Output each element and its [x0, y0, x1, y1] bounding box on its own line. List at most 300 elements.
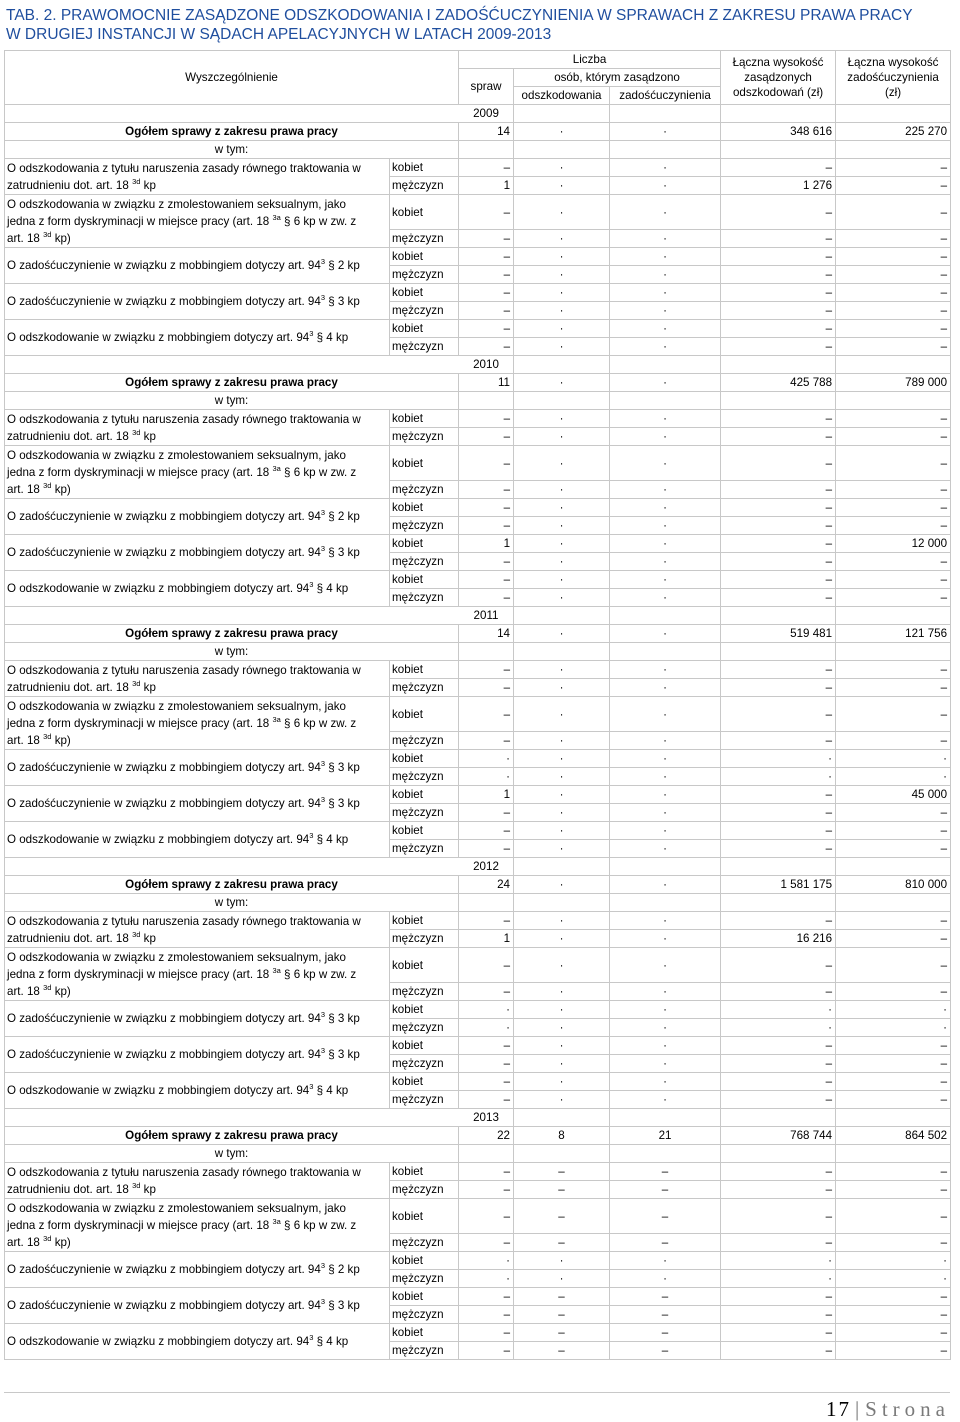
total-value-2: · [610, 374, 721, 392]
cat2-sup: 3a [272, 1216, 281, 1226]
cat4-women-value-1: · [514, 535, 610, 553]
cat1-women-value-3: – [721, 1163, 836, 1181]
cat1-women-row [5, 159, 951, 177]
cat4-men-value-4: – [836, 804, 951, 822]
cat5-men-value-3: – [721, 840, 836, 858]
of-which-label: w tym: [5, 894, 459, 912]
total-value-2: 21 [610, 1127, 721, 1145]
cat5-description [5, 822, 390, 858]
cat4-women-value-4: 45 000 [836, 786, 951, 804]
gender-men: mężczyzn [390, 517, 459, 535]
total-row [5, 876, 951, 894]
cat3-men-value-2: · [610, 266, 721, 284]
cat3-men-value-3: – [721, 517, 836, 535]
cat1-women-value-0: – [459, 410, 514, 428]
cat4-women-value-0: – [459, 1037, 514, 1055]
cat4-men-value-0: – [459, 302, 514, 320]
cat2-men-value-0: – [459, 230, 514, 248]
year-row [5, 607, 951, 625]
cat2-men-value-4: – [836, 230, 951, 248]
cat1-men-value-1: · [514, 428, 610, 446]
cat1-women-value-1: · [514, 912, 610, 930]
cat3-women-row [5, 248, 951, 266]
cat2-sup: 3a [272, 965, 281, 975]
cat5-paragraph: § 4 kp [316, 582, 349, 595]
cat4-women-value-0: 1 [459, 535, 514, 553]
cat3-men-value-0: – [459, 517, 514, 535]
cat2-line2a: jedna z form dyskryminacji w miejsce pracy (art. 18 [7, 465, 270, 479]
cat2-men-value-2: · [610, 732, 721, 750]
empty-cell [514, 141, 610, 159]
total-row [5, 123, 951, 141]
cat4-description [5, 786, 390, 822]
cat5-text: O odszkodowanie w związku z mobbingiem dotyczy art. 94 [7, 331, 310, 344]
cat1-line1: O odszkodowania z tytułu naruszenia zasady równego traktowania w [7, 412, 361, 426]
of-which-row [5, 894, 951, 912]
cat2-women-value-4: – [836, 195, 951, 230]
cat2-men-value-3: – [721, 1234, 836, 1252]
cat5-men-value-0: – [459, 1342, 514, 1360]
cat1-women-row [5, 912, 951, 930]
cat2-line2a: jedna z form dyskryminacji w miejsce pracy (art. 18 [7, 1218, 270, 1232]
cat4-women-value-1: · [514, 786, 610, 804]
cat3-women-value-1: · [514, 248, 610, 266]
cat5-women-value-2: – [610, 1324, 721, 1342]
title-line-2: W DRUGIEJ INSTANCJI W SĄDACH APELACYJNYCH W LATACH 2009-2013 [6, 26, 552, 43]
cat5-women-value-0: – [459, 320, 514, 338]
cat3-men-value-4: – [836, 517, 951, 535]
total-value-1: · [514, 625, 610, 643]
cat2-line2a: jedna z form dyskryminacji w miejsce pracy (art. 18 [7, 967, 270, 981]
empty-cell [459, 141, 514, 159]
cat2-men-value-3: – [721, 481, 836, 499]
cat4-men-value-2: – [610, 1306, 721, 1324]
cat3-women-value-0: · [459, 750, 514, 768]
year-spacer [5, 858, 459, 876]
cat3-women-value-2: · [610, 248, 721, 266]
cat4-men-value-1: – [514, 1306, 610, 1324]
year-empty-cell [836, 858, 951, 876]
cat5-women-value-2: · [610, 320, 721, 338]
cat2-sup: 3a [272, 212, 281, 222]
cat4-women-value-1: – [514, 1288, 610, 1306]
cat5-men-value-2: – [610, 1342, 721, 1360]
cat2-men-value-4: – [836, 1234, 951, 1252]
empty-cell [836, 141, 951, 159]
total-value-0: 11 [459, 374, 514, 392]
cat3-sup: 3 [320, 1010, 325, 1020]
cat3-women-value-4: · [836, 750, 951, 768]
cat3-women-value-0: · [459, 1252, 514, 1270]
cat1-line2b: kp [143, 931, 156, 945]
cat3-sup: 3 [320, 759, 325, 769]
total-value-1: · [514, 123, 610, 141]
cat1-line2a: zatrudnieniu dot. art. 18 [7, 1182, 129, 1196]
cat2-line3a: art. 18 [7, 1235, 40, 1249]
cat3-text: O zadośćuczynienie w związku z mobbingiem dotyczy art. 94 [7, 1263, 321, 1276]
cat1-women-value-4: – [836, 159, 951, 177]
cat5-paragraph: § 4 kp [316, 1084, 349, 1097]
year-row [5, 1109, 951, 1127]
cat4-women-value-1: · [514, 284, 610, 302]
cat4-sup: 3 [320, 795, 325, 805]
year-spacer [5, 356, 459, 374]
year-empty-cell [514, 356, 610, 374]
cat3-women-value-2: · [610, 499, 721, 517]
cat2-women-row [5, 697, 951, 732]
cat4-women-row [5, 535, 951, 553]
cat1-women-value-4: – [836, 912, 951, 930]
cat2-women-row [5, 195, 951, 230]
cat1-description [5, 1163, 390, 1199]
cat1-men-value-2: · [610, 177, 721, 195]
empty-cell [610, 392, 721, 410]
cat2-women-value-0: – [459, 948, 514, 983]
cat1-men-value-1: · [514, 177, 610, 195]
cat4-women-value-3: – [721, 535, 836, 553]
cat4-women-value-4: – [836, 1288, 951, 1306]
cat2-line3b: kp) [54, 1235, 71, 1249]
cat1-women-row [5, 1163, 951, 1181]
cat1-women-value-3: – [721, 912, 836, 930]
cat2-women-value-1: – [514, 1199, 610, 1234]
cat2-sup2: 3d [43, 731, 52, 741]
cat5-sup: 3 [309, 329, 314, 339]
empty-cell [514, 1145, 610, 1163]
gender-men: mężczyzn [390, 481, 459, 499]
header-description: Wyszczególnienie [5, 51, 459, 105]
empty-cell [610, 894, 721, 912]
data-table [4, 50, 951, 1360]
cat2-women-row [5, 1199, 951, 1234]
header-compensation: odszkodowania [514, 87, 610, 105]
year-empty-cell [721, 1109, 836, 1127]
header-persons: osób, którym zasądzono [514, 69, 721, 87]
cat5-men-value-2: · [610, 589, 721, 607]
total-row [5, 1127, 951, 1145]
year-label: 2011 [459, 607, 514, 625]
year-empty-cell [514, 1109, 610, 1127]
total-value-2: · [610, 625, 721, 643]
cat3-men-value-0: · [459, 1019, 514, 1037]
cat1-men-value-0: – [459, 679, 514, 697]
year-empty-cell [721, 356, 836, 374]
cat5-women-row [5, 1073, 951, 1091]
cat5-men-value-2: · [610, 338, 721, 356]
cat1-line2a: zatrudnieniu dot. art. 18 [7, 178, 129, 192]
cat4-description [5, 1288, 390, 1324]
cat5-women-value-0: – [459, 571, 514, 589]
cat5-text: O odszkodowanie w związku z mobbingiem dotyczy art. 94 [7, 582, 310, 595]
cat4-text: O zadośćuczynienie w związku z mobbingiem dotyczy art. 94 [7, 1048, 321, 1061]
gender-men: mężczyzn [390, 589, 459, 607]
cat4-paragraph: § 3 kp [328, 1299, 360, 1312]
cat3-women-value-3: · [721, 1001, 836, 1019]
gender-women: kobiet [390, 1324, 459, 1342]
cat3-paragraph: § 2 kp [328, 1263, 360, 1276]
cat3-women-value-3: – [721, 248, 836, 266]
gender-women: kobiet [390, 1073, 459, 1091]
cat2-sup2: 3d [43, 229, 52, 239]
cat1-women-value-0: – [459, 159, 514, 177]
year-empty-cell [610, 356, 721, 374]
table-body [5, 105, 951, 1360]
cat3-women-value-1: · [514, 1252, 610, 1270]
cat4-text: O zadośćuczynienie w związku z mobbingiem dotyczy art. 94 [7, 1299, 321, 1312]
cat2-men-value-0: – [459, 1234, 514, 1252]
year-label: 2009 [459, 105, 514, 123]
total-label: Ogółem sprawy z zakresu prawa pracy [5, 625, 459, 643]
cat1-sup: 3d [132, 678, 141, 688]
gender-women: kobiet [390, 446, 459, 481]
total-label: Ogółem sprawy z zakresu prawa pracy [5, 1127, 459, 1145]
gender-women: kobiet [390, 1037, 459, 1055]
empty-cell [514, 392, 610, 410]
cat1-women-value-2: · [610, 159, 721, 177]
year-spacer [5, 1109, 459, 1127]
cat1-description [5, 410, 390, 446]
cat5-men-value-4: – [836, 1342, 951, 1360]
cat3-men-value-3: · [721, 768, 836, 786]
cat2-men-value-2: · [610, 983, 721, 1001]
cat2-women-row [5, 446, 951, 481]
total-value-3: 519 481 [721, 625, 836, 643]
year-row [5, 105, 951, 123]
cat5-description [5, 1324, 390, 1360]
year-row [5, 356, 951, 374]
cat4-women-value-0: 1 [459, 786, 514, 804]
cat3-paragraph: § 3 kp [328, 761, 360, 774]
cat4-women-row [5, 786, 951, 804]
cat5-paragraph: § 4 kp [316, 833, 349, 846]
cat2-line3b: kp) [54, 733, 71, 747]
gender-men: mężczyzn [390, 1234, 459, 1252]
cat5-women-value-1: – [514, 1324, 610, 1342]
year-empty-cell [610, 1109, 721, 1127]
cat2-line2a: jedna z form dyskryminacji w miejsce pracy (art. 18 [7, 214, 270, 228]
cat5-women-value-1: · [514, 822, 610, 840]
cat3-men-value-0: – [459, 266, 514, 284]
gender-women: kobiet [390, 571, 459, 589]
cat4-paragraph: § 3 kp [328, 797, 360, 810]
total-label: Ogółem sprawy z zakresu prawa pracy [5, 876, 459, 894]
cat1-women-row [5, 661, 951, 679]
cat5-text: O odszkodowanie w związku z mobbingiem dotyczy art. 94 [7, 833, 310, 846]
gender-men: mężczyzn [390, 428, 459, 446]
cat1-sup: 3d [132, 1180, 141, 1190]
cat1-men-value-1: · [514, 679, 610, 697]
cat3-paragraph: § 2 kp [328, 259, 360, 272]
cat4-men-value-3: – [721, 1306, 836, 1324]
empty-cell [721, 643, 836, 661]
year-empty-cell [610, 858, 721, 876]
cat1-line2a: zatrudnieniu dot. art. 18 [7, 680, 129, 694]
cat5-description [5, 571, 390, 607]
cat5-men-value-3: – [721, 338, 836, 356]
cat2-women-value-1: · [514, 948, 610, 983]
cat5-men-value-2: · [610, 1091, 721, 1109]
title-line-1: TAB. 2. PRAWOMOCNIE ZASĄDZONE ODSZKODOWANIA I ZADOŚĆUCZYNIENIA W SPRAWACH Z ZAKRESU PRAWA PRACY [6, 7, 913, 24]
cat2-men-value-1: · [514, 732, 610, 750]
gender-women: kobiet [390, 786, 459, 804]
cat1-line2b: kp [143, 429, 156, 443]
cat2-line1: O odszkodowania w związku z zmolestowaniem seksualnym, jako [7, 197, 346, 211]
cat5-women-row [5, 571, 951, 589]
cat5-women-value-3: – [721, 1324, 836, 1342]
of-which-label: w tym: [5, 141, 459, 159]
cat4-women-value-3: – [721, 284, 836, 302]
gender-men: mężczyzn [390, 1091, 459, 1109]
cat2-women-value-1: · [514, 697, 610, 732]
gender-women: kobiet [390, 1163, 459, 1181]
cat5-men-value-1: · [514, 1091, 610, 1109]
cat1-men-value-4: – [836, 930, 951, 948]
cat2-women-value-2: – [610, 1199, 721, 1234]
cat5-women-value-3: – [721, 1073, 836, 1091]
cat5-men-value-1: · [514, 589, 610, 607]
cat3-paragraph: § 2 kp [328, 510, 360, 523]
cat2-men-value-0: – [459, 732, 514, 750]
cat4-men-value-3: – [721, 553, 836, 571]
cat5-men-value-3: – [721, 1091, 836, 1109]
total-value-4: 864 502 [836, 1127, 951, 1145]
cat2-line3a: art. 18 [7, 984, 40, 998]
cat2-women-value-4: – [836, 948, 951, 983]
cat1-line1: O odszkodowania z tytułu naruszenia zasady równego traktowania w [7, 161, 361, 175]
empty-cell [459, 643, 514, 661]
cat3-women-value-0: · [459, 1001, 514, 1019]
cat2-description [5, 195, 390, 248]
cat4-men-value-3: – [721, 1055, 836, 1073]
cat1-line1: O odszkodowania z tytułu naruszenia zasady równego traktowania w [7, 663, 361, 677]
cat4-men-value-2: · [610, 553, 721, 571]
cat3-description [5, 750, 390, 786]
gender-men: mężczyzn [390, 230, 459, 248]
cat5-women-value-4: – [836, 822, 951, 840]
cat1-women-value-1: – [514, 1163, 610, 1181]
cat4-women-value-2: · [610, 535, 721, 553]
cat5-description [5, 320, 390, 356]
cat2-women-value-3: – [721, 948, 836, 983]
total-value-4: 121 756 [836, 625, 951, 643]
cat5-men-value-1: – [514, 1342, 610, 1360]
cat2-women-value-2: · [610, 446, 721, 481]
cat2-men-value-4: – [836, 983, 951, 1001]
header-total-compensation: Łączna wysokość zasądzonych odszkodowań (zł) [721, 51, 836, 105]
page-footer [826, 1397, 950, 1422]
cat3-men-value-4: · [836, 1019, 951, 1037]
cat4-women-value-3: – [721, 786, 836, 804]
cat4-men-value-3: – [721, 302, 836, 320]
cat4-men-value-4: – [836, 1055, 951, 1073]
empty-cell [836, 894, 951, 912]
cat2-men-value-1: · [514, 230, 610, 248]
cat1-women-value-1: · [514, 159, 610, 177]
cat2-description [5, 948, 390, 1001]
cat1-men-value-4: – [836, 1181, 951, 1199]
empty-cell [610, 1145, 721, 1163]
cat2-sup: 3a [272, 463, 281, 473]
cat3-women-row [5, 499, 951, 517]
year-label: 2012 [459, 858, 514, 876]
year-empty-cell [721, 858, 836, 876]
cat5-women-value-2: · [610, 571, 721, 589]
cat2-men-value-4: – [836, 481, 951, 499]
gender-women: kobiet [390, 1001, 459, 1019]
cat3-text: O zadośćuczynienie w związku z mobbingiem dotyczy art. 94 [7, 259, 321, 272]
cat2-line3b: kp) [54, 231, 71, 245]
cat2-line2b: § 6 kp w zw. z [284, 716, 357, 730]
gender-women: kobiet [390, 320, 459, 338]
cat3-women-value-1: · [514, 1001, 610, 1019]
cat2-men-value-0: – [459, 481, 514, 499]
cat4-men-value-0: – [459, 804, 514, 822]
gender-men: mężczyzn [390, 1270, 459, 1288]
cat3-men-value-2: · [610, 1270, 721, 1288]
cat5-men-value-1: · [514, 840, 610, 858]
cat1-sup: 3d [132, 176, 141, 186]
cat4-men-value-0: – [459, 1306, 514, 1324]
cat4-paragraph: § 3 kp [328, 546, 360, 559]
cat2-women-value-1: · [514, 446, 610, 481]
cat3-men-value-2: · [610, 1019, 721, 1037]
cat4-men-value-2: · [610, 1055, 721, 1073]
cat5-women-value-3: – [721, 571, 836, 589]
cat5-women-value-3: – [721, 320, 836, 338]
cat1-men-value-0: 1 [459, 930, 514, 948]
cat4-men-value-1: · [514, 1055, 610, 1073]
cat3-women-row [5, 1001, 951, 1019]
cat1-women-value-4: – [836, 661, 951, 679]
cat3-description [5, 248, 390, 284]
cat4-description [5, 284, 390, 320]
cat1-description [5, 159, 390, 195]
cat2-sup2: 3d [43, 480, 52, 490]
total-value-3: 348 616 [721, 123, 836, 141]
gender-men: mężczyzn [390, 1342, 459, 1360]
cat5-women-value-2: · [610, 1073, 721, 1091]
total-value-3: 1 581 175 [721, 876, 836, 894]
cat4-women-value-3: – [721, 1037, 836, 1055]
empty-cell [836, 1145, 951, 1163]
cat4-description [5, 535, 390, 571]
cat5-men-value-1: · [514, 338, 610, 356]
cat2-women-value-3: – [721, 446, 836, 481]
gender-men: mężczyzn [390, 768, 459, 786]
gender-women: kobiet [390, 697, 459, 732]
gender-women: kobiet [390, 284, 459, 302]
cat4-women-value-4: 12 000 [836, 535, 951, 553]
cat1-men-value-0: 1 [459, 177, 514, 195]
cat5-men-value-0: – [459, 589, 514, 607]
year-empty-cell [514, 607, 610, 625]
cat1-women-value-0: – [459, 661, 514, 679]
cat2-men-value-3: – [721, 230, 836, 248]
cat2-line2a: jedna z form dyskryminacji w miejsce pracy (art. 18 [7, 716, 270, 730]
cat4-women-value-4: – [836, 284, 951, 302]
cat4-sup: 3 [320, 1046, 325, 1056]
gender-men: mężczyzn [390, 804, 459, 822]
cat3-description [5, 1001, 390, 1037]
cat2-women-value-0: – [459, 1199, 514, 1234]
of-which-row [5, 141, 951, 159]
cat1-women-row [5, 410, 951, 428]
cat3-men-value-2: · [610, 768, 721, 786]
year-empty-cell [610, 607, 721, 625]
gender-women: kobiet [390, 822, 459, 840]
cat4-women-value-2: – [610, 1288, 721, 1306]
cat5-men-value-3: – [721, 589, 836, 607]
